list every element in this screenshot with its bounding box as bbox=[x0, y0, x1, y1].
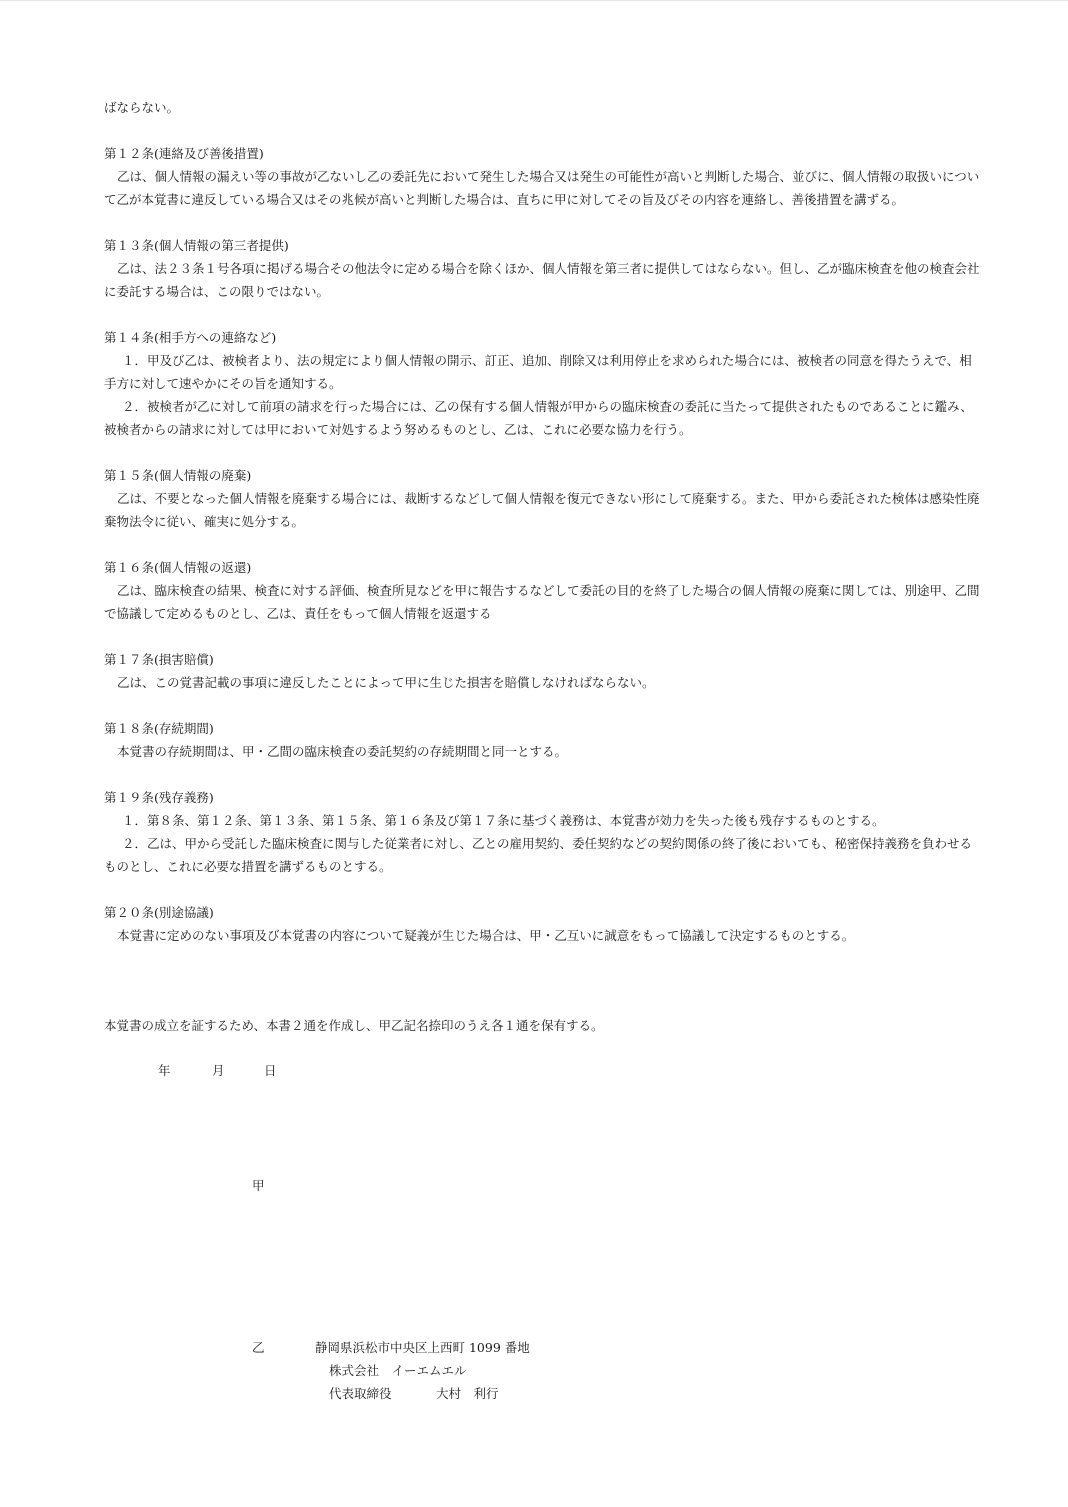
article-15-text: 乙は、不要となった個人情報を廃棄する場合には、裁断するなどして個人情報を復元できない形にして廃棄する。また、甲から委託された検体は感染性廃棄物法令に従い、確実に処分する。 bbox=[104, 491, 980, 529]
party-b-label: 乙 bbox=[252, 1340, 265, 1355]
article-12-text: 乙は、個人情報の漏えい等の事故が乙ないし乙の委託先において発生した場合又は発生の可能性が高いと判断した場合、並びに、個人情報の取扱いについて乙が本覚書に違反している場合又はその兆候が高いと判断した場合は、直ちに甲に対してその旨及びその内容を連絡し、善後措置を講ずる。 bbox=[104, 169, 980, 207]
article-16-text: 乙は、臨床検査の結果、検査に対する評価、検査所見などを甲に報告するなどして委託の目的を終了した場合の個人情報の廃棄に関しては、別途甲、乙間で協議して定めるものとし、乙は、責任をもって個人情報を返還する bbox=[104, 583, 980, 621]
article-19-item-1: １．第８条、第１２条、第１３条、第１５条、第１６条及び第１７条に基づく義務は、本覚書が効力を失った後も残存するものとする。 bbox=[122, 813, 885, 828]
article-17-title: 第１７条(損害賠償) bbox=[104, 652, 214, 667]
article-19-item-2: ２．乙は、甲から受託した臨床検査に関与した従業者に対し、乙との雇用契約、委任契約などの契約関係の終了後においても、秘密保持義務を負わせるものとし、これに必要な措置を講ずるものとする。 bbox=[104, 836, 973, 874]
party-b-rep-title: 代表取締役 bbox=[329, 1386, 392, 1401]
article-18-title: 第１８条(存続期間) bbox=[104, 721, 214, 736]
date-year-label: 年 bbox=[158, 1063, 171, 1078]
article-14-item-2: ２．被検者が乙に対して前項の請求を行った場合には、乙の保有する個人情報が甲からの臨床検査の委託に当たって提供されたものであることに鑑み、被検者からの請求に対しては甲において対処するよう努めるものとし、乙は、これに必要な協力を行う。 bbox=[104, 399, 973, 437]
article-12-title: 第１２条(連絡及び善後措置) bbox=[104, 146, 264, 161]
article-14-item-1: １．甲及び乙は、被検者より、法の規定により個人情報の開示、訂正、追加、削除又は利用停止を求められた場合には、被検者の同意を得たうえで、相手方に対して速やかにその旨を通知する。 bbox=[104, 353, 972, 391]
article-13-title: 第１３条(個人情報の第三者提供) bbox=[104, 238, 289, 253]
intro-text: ばならない。 bbox=[104, 100, 180, 115]
article-17-text: 乙は、この覚書記載の事項に違反したことによって甲に生じた損害を賠償しなければならない。 bbox=[117, 675, 655, 690]
party-b-address: 静岡県浜松市中央区上西町 1099 番地 bbox=[315, 1340, 530, 1355]
party-b-company: 株式会社 イーエムエル bbox=[329, 1363, 467, 1378]
party-a-label: 甲 bbox=[252, 1178, 265, 1193]
article-18-text: 本覚書の存続期間は、甲・乙間の臨床検査の委託契約の存続期間と同一とする。 bbox=[117, 744, 568, 759]
closing-statement: 本覚書の成立を証するため、本書２通を作成し、甲乙記名捺印のうえ各１通を保有する。 bbox=[104, 1018, 604, 1033]
articles-body bbox=[104, 96, 982, 947]
party-b-rep-name: 大村 利行 bbox=[436, 1386, 499, 1401]
article-20-title: 第２０条(別途協議) bbox=[104, 905, 214, 920]
article-13-text: 乙は、法２３条１号各項に掲げる場合その他法令に定める場合を除くほか、個人情報を第三者に提供してはならない。但し、乙が臨床検査を他の検査会社に委託する場合は、この限りではない。 bbox=[104, 261, 980, 299]
date-month-label: 月 bbox=[212, 1063, 225, 1078]
top-border bbox=[0, 0, 1068, 1]
article-19-title: 第１９条(残存義務) bbox=[104, 790, 214, 805]
article-20-text: 本覚書に定めのない事項及び本覚書の内容について疑義が生じた場合は、甲・乙互いに誠意をもって協議して決定するものとする。 bbox=[117, 928, 855, 943]
article-14-title: 第１４条(相手方への連絡など) bbox=[104, 330, 277, 345]
article-16-title: 第１６条(個人情報の返還) bbox=[104, 560, 252, 575]
article-15-title: 第１５条(個人情報の廃棄) bbox=[104, 468, 252, 483]
date-day-label: 日 bbox=[264, 1063, 277, 1078]
